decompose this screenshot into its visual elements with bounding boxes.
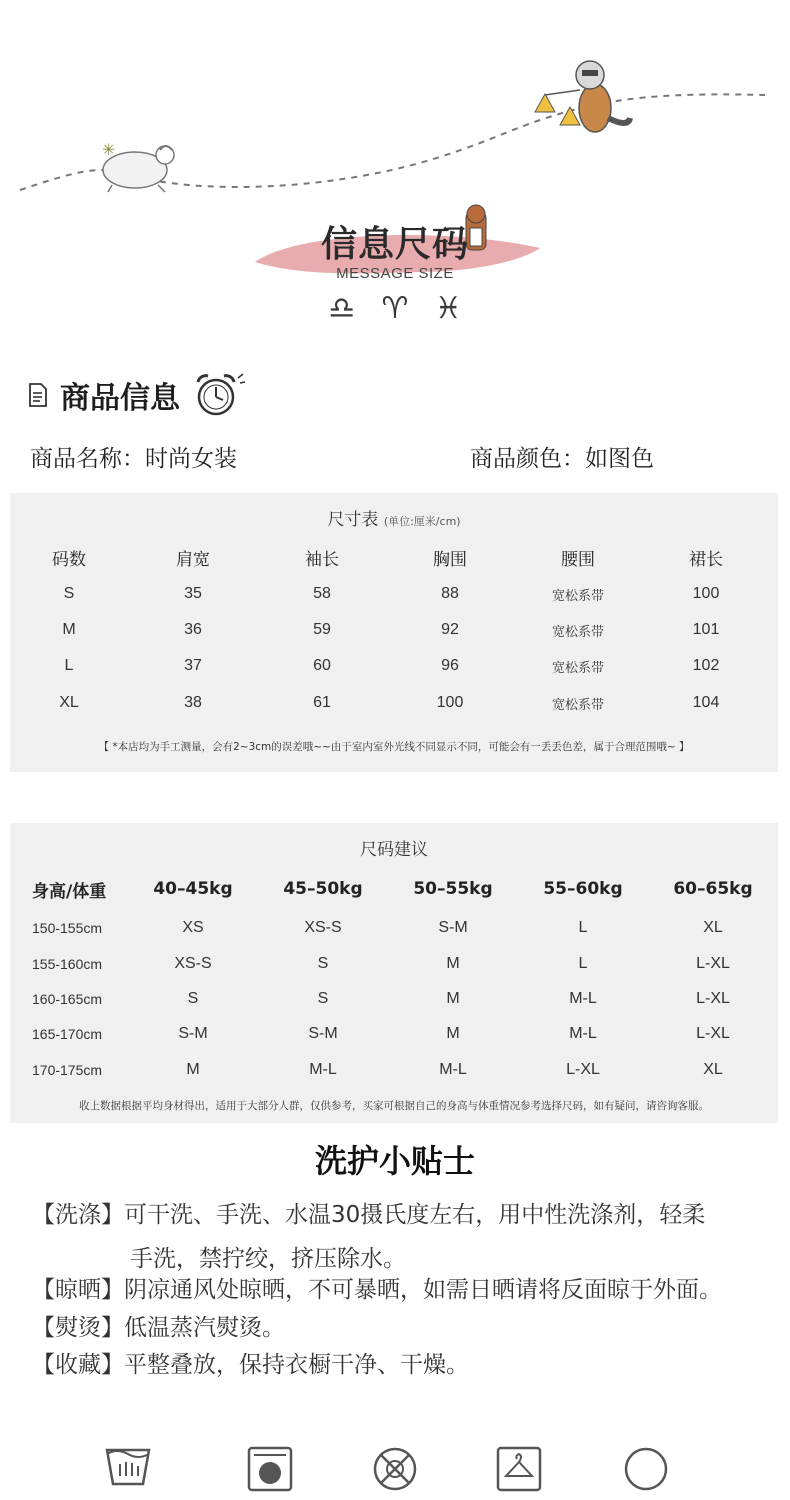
no-bleach-icon	[375, 1449, 415, 1489]
table-cell: 101	[692, 621, 720, 638]
size-chart-panel	[10, 493, 778, 772]
table-cell: 宽松系带	[551, 697, 604, 713]
table-row	[10, 691, 778, 715]
table-cell: L-XL	[696, 1025, 730, 1042]
hand-wash-icon	[107, 1450, 149, 1484]
table-cell: L-XL	[566, 1061, 600, 1078]
table-cell: 37	[184, 657, 202, 674]
table-cell: 165-170cm	[32, 1026, 103, 1042]
pisces-icon: ♓	[434, 291, 462, 326]
table-cell: M-L	[569, 1025, 597, 1042]
table-header: 肩宽	[176, 549, 210, 570]
care-text: 可干洗、手洗、水温30摄氏度左右，用中性洗涤剂，轻柔	[124, 1202, 706, 1228]
size-chart-caption	[10, 505, 778, 530]
care-text-continued: 手洗，禁拧绞，挤压除水。	[130, 1246, 406, 1272]
size-advice-note: 收上数据根据平均身材得出，适用于大部分人群，仅供参考，买家可根据自己的身高与体重情况参考选择尺码，如有疑问，请咨询客服。	[79, 1100, 709, 1112]
table-row	[10, 654, 778, 678]
table-cell: 92	[441, 621, 459, 638]
table-cell: S-M	[308, 1025, 338, 1042]
table-cell: L-XL	[696, 955, 730, 972]
product-name: 商品名称：时尚女装	[30, 446, 237, 472]
dry-clean-icon	[626, 1449, 666, 1489]
care-tag: 【收藏】	[32, 1352, 124, 1378]
table-cell: 150-155cm	[32, 920, 103, 936]
table-cell: 100	[692, 585, 720, 602]
care-tag: 【熨烫】	[32, 1315, 124, 1341]
table-cell: 宽松系带	[551, 624, 604, 640]
table-cell: 102	[692, 657, 720, 674]
care-item-ironing	[32, 1310, 772, 1347]
table-cell: M-L	[309, 1061, 337, 1078]
table-cell: S-M	[178, 1025, 208, 1042]
machine-wash-icon	[249, 1448, 291, 1490]
raccoon-illustration	[535, 61, 630, 132]
table-cell: XS-S	[304, 919, 342, 936]
table-cell: L	[64, 657, 74, 674]
table-cell: S-M	[438, 919, 468, 936]
table-cell: 宽松系带	[551, 588, 604, 604]
table-cell: 35	[184, 585, 202, 602]
table-row	[10, 1022, 778, 1046]
table-cell: 160-165cm	[32, 991, 103, 1007]
product-info-header	[28, 370, 246, 420]
table-row	[10, 916, 778, 940]
table-cell: M	[446, 955, 460, 972]
table-cell: XL	[703, 919, 723, 936]
libra-icon: ♎	[328, 291, 356, 326]
care-tag: 【晾晒】	[32, 1277, 124, 1303]
table-cell: XS-S	[174, 955, 212, 972]
table-cell: M	[62, 621, 76, 638]
table-cell: 60	[313, 657, 331, 674]
table-header: 60–65kg	[673, 879, 753, 899]
table-header: 腰围	[561, 549, 595, 570]
alarm-clock-icon	[188, 370, 246, 420]
sheep-illustration	[102, 140, 174, 192]
table-cell: 38	[184, 694, 202, 711]
banner-illustration	[0, 0, 790, 340]
table-header: 身高/体重	[32, 881, 107, 902]
table-row	[10, 618, 778, 642]
table-cell: S	[63, 585, 75, 602]
table-cell: 36	[184, 621, 202, 638]
table-row	[10, 952, 778, 976]
table-cell: 88	[441, 585, 459, 602]
banner-subtitle: MESSAGE SIZE	[336, 265, 454, 282]
section-title: 商品信息	[60, 381, 180, 416]
care-tips-title: 洗护小贴士	[314, 1142, 475, 1180]
table-header: 码数	[52, 549, 86, 570]
table-cell: 58	[313, 585, 331, 602]
table-row	[10, 987, 778, 1011]
size-chart-unit: (单位:厘米/cm)	[383, 515, 461, 528]
size-advice-panel	[10, 823, 778, 1123]
care-text: 低温蒸汽熨烫。	[124, 1315, 285, 1341]
table-cell: 170-175cm	[32, 1062, 103, 1078]
table-cell: M-L	[569, 990, 597, 1007]
table-cell: XL	[703, 1061, 723, 1078]
table-cell: 96	[441, 657, 459, 674]
table-cell: XL	[59, 694, 79, 711]
table-header: 55–60kg	[543, 879, 623, 899]
care-text: 阴凉通风处晾晒，不可暴晒，如需日晒请将反面晾于外面。	[124, 1277, 722, 1303]
care-item-storage	[32, 1347, 772, 1384]
table-cell: M	[446, 990, 460, 1007]
care-item-drying	[32, 1272, 772, 1309]
size-chart-title: 尺寸表	[327, 510, 379, 530]
table-cell: 100	[436, 694, 464, 711]
table-header: 50–55kg	[413, 879, 493, 899]
table-cell: XS	[182, 919, 204, 936]
table-cell: M	[186, 1061, 200, 1078]
table-header: 袖长	[305, 549, 339, 570]
table-cell: L-XL	[696, 990, 730, 1007]
table-cell: 104	[692, 694, 720, 711]
care-text: 平整叠放，保持衣橱干净、干燥。	[124, 1352, 469, 1378]
table-cell: 59	[313, 621, 331, 638]
table-cell: S	[187, 990, 199, 1007]
size-advice-title: 尺码建议	[360, 840, 428, 860]
table-cell: S	[317, 955, 329, 972]
table-header: 胸围	[433, 549, 467, 570]
table-cell: S	[317, 990, 329, 1007]
care-icons-row	[0, 1440, 790, 1500]
table-row	[10, 1058, 778, 1082]
table-header: 40–45kg	[153, 879, 233, 899]
size-advice-header-row	[10, 877, 778, 901]
table-cell: 61	[313, 694, 331, 711]
document-icon	[28, 383, 48, 407]
size-chart-header-row	[10, 545, 778, 569]
care-item-washing	[32, 1197, 772, 1234]
table-cell: M	[446, 1025, 460, 1042]
banner-title: 信息尺码	[320, 224, 469, 265]
table-cell: M-L	[439, 1061, 467, 1078]
size-chart-note: 【 *本店均为手工测量，会有2~3cm的误差哦~~由于室内室外光线不同显示不同，可能会有一丢丢色差，属于合理范围哦~ 】	[98, 741, 690, 753]
table-row	[10, 582, 778, 606]
product-color: 商品颜色：如图色	[470, 446, 654, 472]
table-cell: 155-160cm	[32, 956, 103, 972]
svg-text:✳: ✳	[102, 140, 116, 159]
zodiac-symbols	[0, 291, 790, 326]
table-cell: 宽松系带	[551, 660, 604, 676]
table-cell: L	[578, 955, 588, 972]
table-cell: L	[578, 919, 588, 936]
aries-icon: ♈	[381, 291, 409, 326]
care-tag: 【洗涤】	[32, 1202, 124, 1228]
table-header: 45–50kg	[283, 879, 363, 899]
table-header: 裙长	[689, 549, 723, 570]
hang-dry-icon	[498, 1448, 540, 1490]
